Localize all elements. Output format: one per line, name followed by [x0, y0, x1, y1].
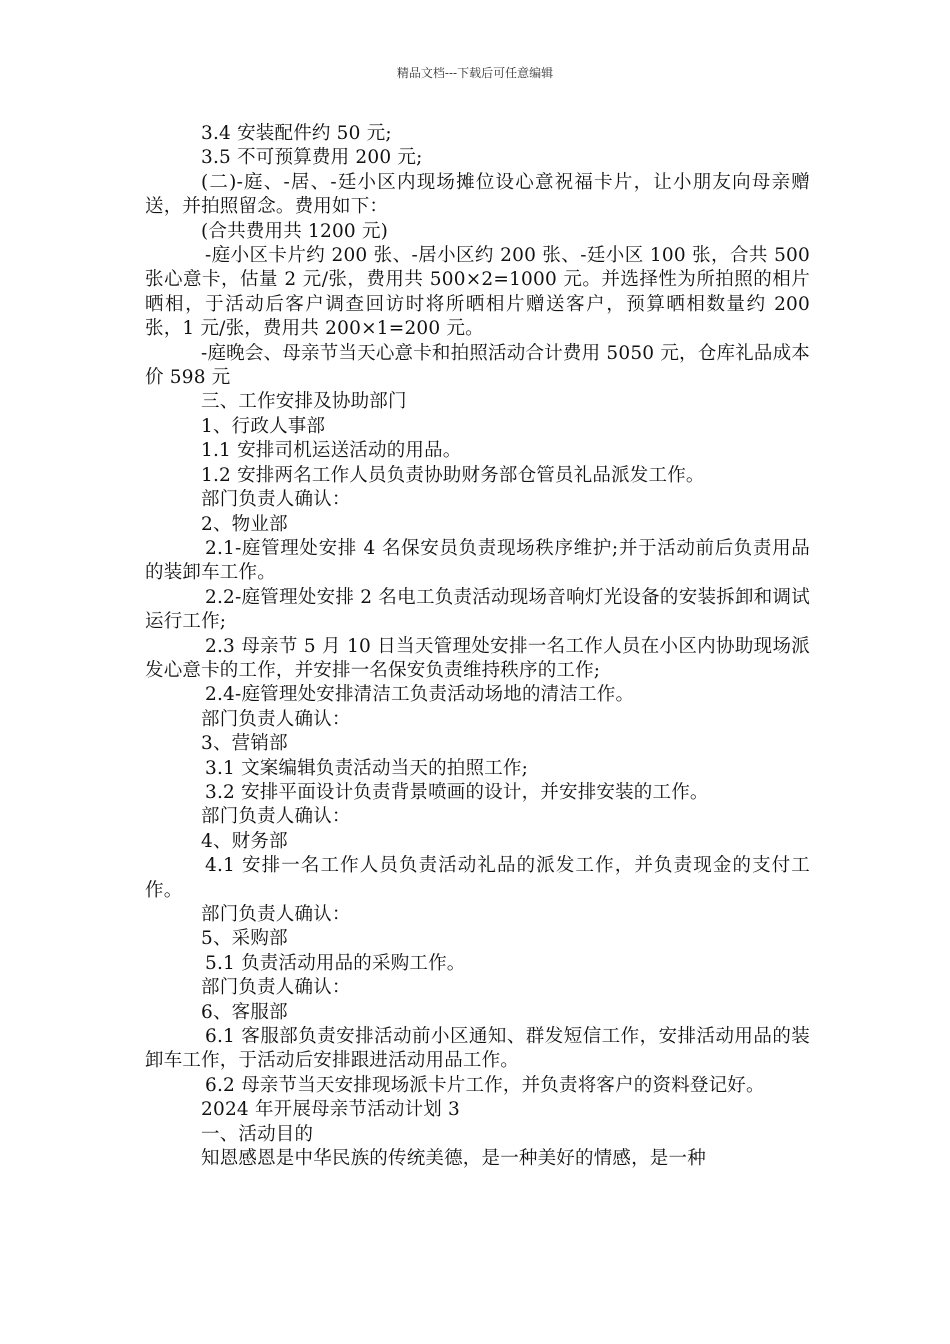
paragraph: 3.4 安装配件约 50 元; — [201, 123, 392, 144]
confirmation-line: 部门负责人确认： — [201, 904, 351, 925]
paragraph: (二)-庭、-居、-廷小区内现场摊位设心意祝福卡片，让小朋友向母亲赠送，并拍照留念。费用如下： — [145, 171, 810, 218]
document-body — [145, 122, 810, 1171]
subsection-heading: 2、物业部 — [201, 513, 288, 535]
paragraph: 3.5 不可预算费用 200 元; — [201, 147, 423, 169]
section-heading: 三、工作安排及协助部门 — [201, 391, 407, 413]
confirmation-line: 部门负责人确认： — [201, 489, 351, 511]
paragraph: 知恩感恩是中华民族的传统美德，是一种美好的情感，是一种 — [201, 1148, 706, 1170]
paragraph: 2.2-庭管理处安排 2 名电工负责活动现场音响灯光设备的安装拆卸和调试运行工作; — [145, 586, 810, 633]
paragraph: 5.1 负责活动用品的采购工作。 — [205, 952, 466, 974]
paragraph: 4.1 安排一名工作人员负责活动礼品的派发工作，并负责现金的支付工作。 — [145, 855, 810, 901]
paragraph: 1.2 安排两名工作人员负责协助财务部仓管员礼品派发工作。 — [201, 464, 705, 486]
confirmation-line: 部门负责人确认： — [201, 708, 351, 730]
subsection-heading: 1、行政人事部 — [201, 415, 326, 437]
paragraph: -庭小区卡片约 200 张、-居小区约 200 张、-廷小区 100 张，合共 500 张心意卡，估量 2 元/张，费用共 500×2=1000 元。并选择性为所拍照的相片晒相，于活动后客户调查回访时将所晒相片赠送客户，预算晒相数量约 200 张，1 元/张，费用共 200×1=200 元。 — [145, 245, 810, 340]
paragraph: 3.1 文案编辑负责活动当天的拍照工作; — [205, 757, 529, 779]
paragraph: 2.3 母亲节 5 月 10 日当天管理处安排一名工作人员在小区内协助现场派发心意卡的工作，并安排一名保安负责维持秩序的工作; — [145, 635, 810, 681]
paragraph: 2.1-庭管理处安排 4 名保安员负责现场秩序维护;并于活动前后负责用品的装卸车工作。 — [145, 537, 810, 584]
confirmation-line: 部门负责人确认： — [201, 806, 351, 828]
paragraph: -庭晚会、母亲节当天心意卡和拍照活动合计费用 5050 元，仓库礼品成本价 598 元 — [145, 342, 810, 389]
paragraph: (合共费用共 1200 元) — [201, 220, 389, 242]
paragraph: 3.2 安排平面设计负责背景喷画的设计，并安排安装的工作。 — [205, 781, 709, 803]
subsection-heading: 6、客服部 — [201, 1001, 288, 1023]
paragraph: 2.4-庭管理处安排清洁工负责活动场地的清洁工作。 — [205, 684, 635, 706]
confirmation-line: 部门负责人确认： — [201, 977, 351, 999]
section-heading: 一、活动目的 — [201, 1123, 314, 1145]
subsection-heading: 4、财务部 — [201, 830, 288, 852]
subsection-heading: 3、营销部 — [201, 733, 288, 755]
paragraph: 6.2 母亲节当天安排现场派卡片工作，并负责将客户的资料登记好。 — [205, 1074, 765, 1096]
subsection-heading: 5、采购部 — [201, 928, 288, 950]
page-header: 精品文档---下载后可任意编辑 — [396, 66, 554, 80]
paragraph: 1.1 安排司机运送活动的用品。 — [201, 440, 462, 462]
paragraph: 6.1 客服部负责安排活动前小区通知、群发短信工作，安排活动用品的装卸车工作，于活动后安排跟进活动用品工作。 — [145, 1026, 810, 1072]
document-title: 2024 年开展母亲节活动计划 3 — [201, 1099, 461, 1121]
